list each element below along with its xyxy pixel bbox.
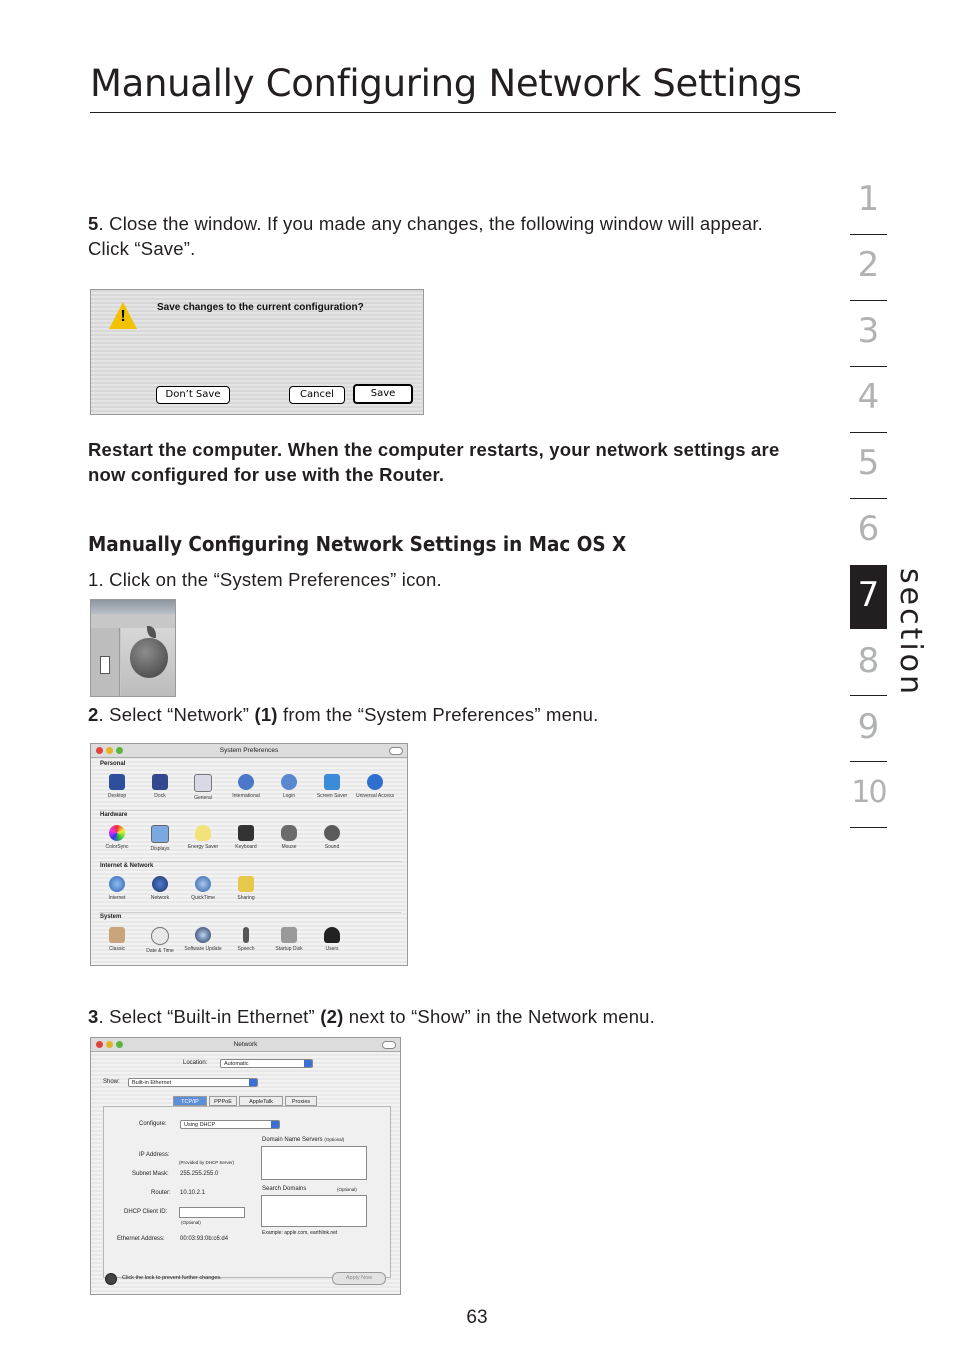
- ethernet-address-label: Ethernet Address:: [117, 1236, 165, 1242]
- pref-dock[interactable]: Dock: [139, 774, 181, 799]
- minimize-icon[interactable]: [106, 1041, 113, 1048]
- clock-icon: [151, 927, 169, 945]
- section-internet-network: Internet & Network: [100, 863, 154, 869]
- toolbar-toggle-icon[interactable]: [382, 1041, 396, 1049]
- pref-energy-saver[interactable]: Energy Saver: [182, 825, 224, 850]
- step-3-text-a: . Select “Built-in Ethernet”: [98, 1006, 321, 1027]
- step-3-text-c: next to “Show” in the Network menu.: [343, 1006, 656, 1027]
- pref-software-update[interactable]: Software Update: [182, 927, 224, 952]
- toolbar-toggle-icon[interactable]: [389, 747, 403, 755]
- section-3: 3: [857, 311, 880, 351]
- syspref-title: System Preferences: [219, 747, 279, 754]
- pref-general[interactable]: General: [182, 774, 224, 801]
- section-personal: Personal: [100, 761, 126, 767]
- search-domains-field[interactable]: [261, 1195, 367, 1227]
- pref-login[interactable]: Login: [268, 774, 310, 799]
- page-title: Manually Configuring Network Settings: [90, 62, 802, 105]
- search-domains-label: Search Domains: [262, 1186, 307, 1192]
- step-3-number: 3: [88, 1006, 99, 1027]
- section-divider: [99, 861, 401, 862]
- section-1: 1: [857, 179, 880, 219]
- network-titlebar: [91, 1038, 400, 1052]
- pref-mouse[interactable]: Mouse: [268, 825, 310, 850]
- subnet-mask-label: Subnet Mask:: [132, 1171, 169, 1177]
- dock-icon: [152, 774, 168, 790]
- ip-address-label: IP Address:: [139, 1152, 170, 1158]
- mouse-icon: [281, 825, 297, 841]
- system-preferences-icon[interactable]: [90, 599, 176, 697]
- section-8: 8: [857, 641, 880, 681]
- classic-icon: [109, 927, 125, 943]
- speaker-icon: [324, 825, 340, 841]
- pref-sound[interactable]: Sound: [311, 825, 353, 850]
- step-2-number: 2: [88, 704, 99, 725]
- step-2-text-c: from the “System Preferences” menu.: [277, 704, 599, 725]
- section-divider: [99, 912, 401, 913]
- section-divider: [99, 810, 401, 811]
- screen-saver-icon: [324, 774, 340, 790]
- software-update-icon: [195, 927, 211, 943]
- section-7-active: 7: [850, 565, 887, 629]
- colorsync-icon: [109, 825, 125, 841]
- lock-hint: Click the lock to prevent further changes.: [122, 1275, 222, 1281]
- pref-users[interactable]: Users: [311, 927, 353, 952]
- minimize-icon[interactable]: [106, 747, 113, 754]
- restart-paragraph: Restart the computer. When the computer restarts, your network settings are now configured for use with the Router.: [88, 439, 780, 485]
- toggle-switch-icon: [100, 656, 110, 674]
- configure-popup[interactable]: Using DHCP: [180, 1120, 280, 1129]
- pref-speech[interactable]: Speech: [225, 927, 267, 952]
- tab-proxies[interactable]: Proxies: [285, 1096, 317, 1106]
- step-3-callout: (2): [320, 1006, 344, 1027]
- router-label: Router:: [151, 1190, 171, 1196]
- network-window: [90, 1037, 401, 1295]
- pref-date-time[interactable]: Date & Time: [139, 927, 181, 954]
- pref-screen-saver[interactable]: Screen Saver: [311, 774, 353, 799]
- section-label: section: [893, 568, 928, 698]
- users-icon: [324, 927, 340, 943]
- configure-label: Configure:: [139, 1121, 167, 1127]
- popup-arrow-icon: [271, 1121, 279, 1128]
- lightbulb-icon: [195, 825, 211, 841]
- system-preferences-window: [90, 743, 408, 966]
- pref-startup-disk[interactable]: Startup Disk: [268, 927, 310, 952]
- keyboard-icon: [238, 825, 254, 841]
- dialog-message: Save changes to the current configuration?: [157, 302, 364, 313]
- nav-rule: [850, 761, 887, 762]
- step-3-paragraph: [88, 1004, 798, 1029]
- subnet-mask-value: 255.255.255.0: [180, 1171, 219, 1177]
- dns-field[interactable]: [261, 1146, 367, 1180]
- section-6: 6: [857, 509, 880, 549]
- house-icon: [281, 774, 297, 790]
- zoom-icon[interactable]: [116, 747, 123, 754]
- section-9: 9: [857, 707, 880, 747]
- example-note: Example: apple.com, earthlink.net: [262, 1230, 338, 1236]
- warning-exclamation-icon: !: [120, 308, 126, 325]
- tcpip-panel: [103, 1106, 391, 1278]
- router-value: 10.10.2.1: [180, 1190, 206, 1196]
- tab-appletalk[interactable]: AppleTalk: [239, 1096, 283, 1106]
- desktop-icon: [109, 774, 125, 790]
- pref-network[interactable]: Network: [139, 876, 181, 901]
- zoom-icon[interactable]: [116, 1041, 123, 1048]
- section-hardware: Hardware: [100, 812, 128, 818]
- pref-classic[interactable]: Classic: [96, 927, 138, 952]
- dns-label: Domain Name Servers (Optional): [262, 1137, 345, 1143]
- cancel-button[interactable]: Cancel: [289, 386, 345, 404]
- show-popup[interactable]: Built-in Ethernet: [128, 1078, 258, 1087]
- step-5-number: 5: [88, 213, 99, 234]
- save-changes-dialog: [90, 289, 424, 415]
- dhcp-client-id-field[interactable]: [179, 1207, 245, 1218]
- internet-globe-icon: [109, 876, 125, 892]
- mac-os-x-subheading: Manually Configuring Network Settings in Mac OS X: [88, 532, 627, 556]
- nav-rule: [850, 827, 887, 828]
- tab-pppoe[interactable]: PPPoE: [209, 1096, 237, 1106]
- pref-colorsync[interactable]: ColorSync: [96, 825, 138, 850]
- title-rule: [90, 112, 836, 113]
- quicktime-icon: [195, 876, 211, 892]
- network-globe-icon: [152, 876, 168, 892]
- location-label: Location:: [183, 1060, 208, 1066]
- sharing-folder-icon: [238, 876, 254, 892]
- universal-access-icon: [367, 774, 383, 790]
- dock-strip: [91, 600, 175, 614]
- dhcp-optional-note: (Optional): [181, 1220, 201, 1225]
- general-icon: [194, 774, 212, 792]
- pref-internet[interactable]: Internet: [96, 876, 138, 901]
- search-domains-optional: (Optional): [337, 1187, 357, 1192]
- disk-icon: [281, 927, 297, 943]
- section-10: 10: [851, 775, 886, 810]
- apply-now-button[interactable]: Apply Now: [332, 1272, 386, 1285]
- section-system: System: [100, 914, 122, 920]
- section-nav: [850, 169, 887, 839]
- syspref-titlebar: [91, 744, 407, 758]
- section-2: 2: [857, 245, 880, 285]
- save-button[interactable]: Save: [353, 384, 413, 404]
- page-number: 63: [466, 1307, 488, 1328]
- pref-sharing[interactable]: Sharing: [225, 876, 267, 901]
- step-5-paragraph: [88, 211, 798, 261]
- nav-rule: [850, 695, 887, 696]
- step-2-callout: (1): [254, 704, 278, 725]
- display-icon: [151, 825, 169, 843]
- section-5: 5: [857, 443, 880, 483]
- step-1-paragraph: 1. Click on the “System Preferences” icon.: [88, 569, 442, 590]
- step-5-text: . Close the window. If you made any changes, the following window will appear. Click “Save”.: [88, 213, 763, 259]
- location-popup[interactable]: Automatic: [220, 1059, 313, 1068]
- show-label: Show:: [103, 1079, 120, 1085]
- microphone-icon: [243, 927, 249, 943]
- flag-icon: [238, 774, 254, 790]
- step-2-paragraph: [88, 702, 798, 727]
- tab-tcpip[interactable]: TCP/IP: [173, 1096, 207, 1106]
- dhcp-client-id-label: DHCP Client ID:: [124, 1209, 168, 1215]
- pref-universal-access[interactable]: Universal Access: [354, 774, 396, 799]
- pref-keyboard[interactable]: Keyboard: [225, 825, 267, 850]
- popup-arrow-icon: [249, 1079, 257, 1086]
- ethernet-address-value: 00:03:93:0b:c6:d4: [180, 1236, 229, 1242]
- step-2-text-a: . Select “Network”: [98, 704, 255, 725]
- pref-displays[interactable]: Displays: [139, 825, 181, 852]
- lock-icon[interactable]: [105, 1273, 117, 1285]
- pref-quicktime[interactable]: QuickTime: [182, 876, 224, 901]
- close-icon[interactable]: [96, 747, 103, 754]
- pref-desktop[interactable]: Desktop: [96, 774, 138, 799]
- provided-by-dhcp-note: (Provided by DHCP Server): [179, 1160, 235, 1165]
- dont-save-button[interactable]: Don’t Save: [156, 386, 230, 404]
- network-title: Network: [233, 1041, 258, 1048]
- close-icon[interactable]: [96, 1041, 103, 1048]
- apple-logo-icon: [130, 638, 168, 678]
- section-4: 4: [857, 377, 880, 417]
- popup-arrow-icon: [304, 1060, 312, 1067]
- pref-international[interactable]: International: [225, 774, 267, 799]
